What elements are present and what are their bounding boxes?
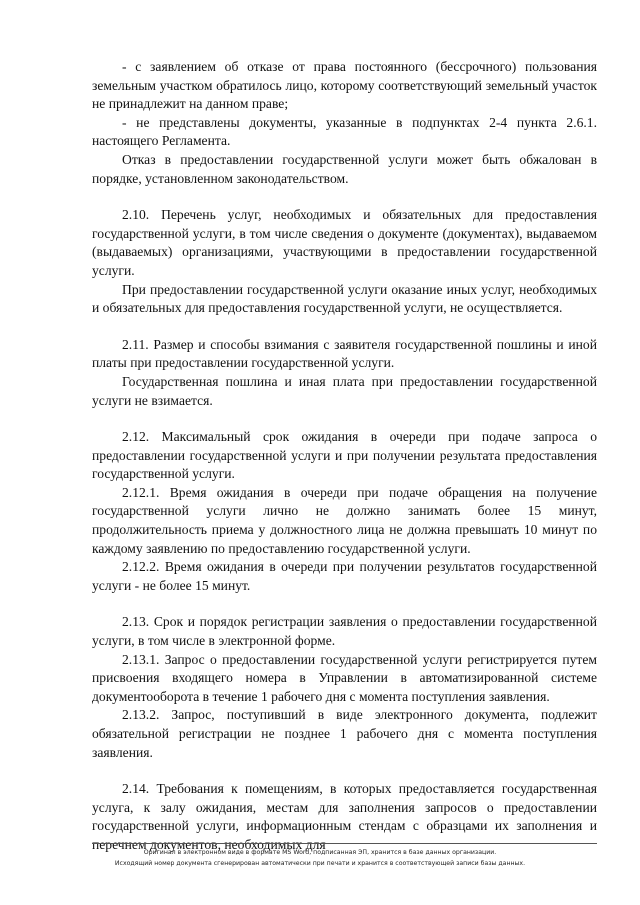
document-body [92, 58, 597, 855]
paragraph-section-2-12-2: 2.12.2. Время ожидания в очереди при получении результатов государственной услуги - не более 15 минут. [92, 559, 597, 593]
paragraph-section-2-13-1: 2.13.1. Запрос о предоставлении государственной услуги регистрируется путем присвоения входящего номера в Управлении в автоматизированной системе документооборота в течение 1 рабочего дня с момента поступления заявления. [92, 651, 597, 704]
page-footer [40, 847, 600, 869]
paragraph-section-2-10: 2.10. Перечень услуг, необходимых и обязательных для предоставления государственной услуги, в том числе сведения о документе (документах), выдаваемом (выдаваемых) организациями, участвующими в предоставлении государственной услуги. [92, 207, 597, 278]
paragraph-refusal-condition-1: - с заявлением об отказе от права постоянного (бессрочного) пользования земельным участком обратилось лицо, которому соответствующий земельный участок не принадлежит на данном праве; [92, 59, 597, 112]
paragraph-refusal-appeal: Отказ в предоставлении государственной услуги может быть обжалован в порядке, установленном законодательством. [92, 151, 597, 186]
paragraph-section-2-12: 2.12. Максимальный срок ожидания в очереди при подаче запроса о предоставлении государственной услуги и при получении результата предоставления государственной услуги. [92, 429, 597, 482]
footer-line-number: Исходящий номер документа сгенерирован автоматически при печати и хранится в соответствующей записи базы данных. [114, 860, 526, 867]
paragraph-section-2-11-text: Государственная пошлина и иная плата при предоставлении государственной услуги не взимается. [92, 373, 597, 408]
paragraph-section-2-10-text: При предоставлении государственной услуги оказание иных услуг, необходимых и обязательных для предоставления государственной услуги, не осуществляется. [92, 281, 597, 316]
footer-divider [92, 843, 597, 844]
paragraph-refusal-condition-2: - не представлены документы, указанные в подпунктах 2-4 пункта 2.6.1. настоящего Регламента. [92, 114, 597, 149]
paragraph-section-2-11: 2.11. Размер и способы взимания с заявителя государственной пошлины и иной платы при предоставлении государственной услуги. [92, 336, 597, 371]
paragraph-section-2-13-2: 2.13.2. Запрос, поступивший в виде электронного документа, подлежит обязательной регистрации не позднее 1 рабочего дня с момента поступления заявления. [92, 707, 597, 760]
paragraph-section-2-13: 2.13. Срок и порядок регистрации заявления о предоставлении государственной услуги, в том числе в электронной форме. [92, 614, 597, 649]
paragraph-section-2-12-1: 2.12.1. Время ожидания в очереди при подаче обращения на получение государственной услуги лично не должно занимать более 15 минут, продолжительность приема у должностного лица не должна превышать 10 минут по каждому заявлению по предоставлению государственной услуги. [92, 484, 597, 556]
footer-line-original: Оригинал в электронном виде в формате MS Word, подписанная ЭП, хранится в базе данных организации. [143, 849, 497, 856]
paragraph-section-2-14: 2.14. Требования к помещениям, в которых предоставляется государственная услуга, к залу ожидания, местам для заполнения запросов о предоставлении государственной услуги, информационным стендам с образцами их заполнения и перечнем документов, необходимых для [92, 781, 597, 852]
